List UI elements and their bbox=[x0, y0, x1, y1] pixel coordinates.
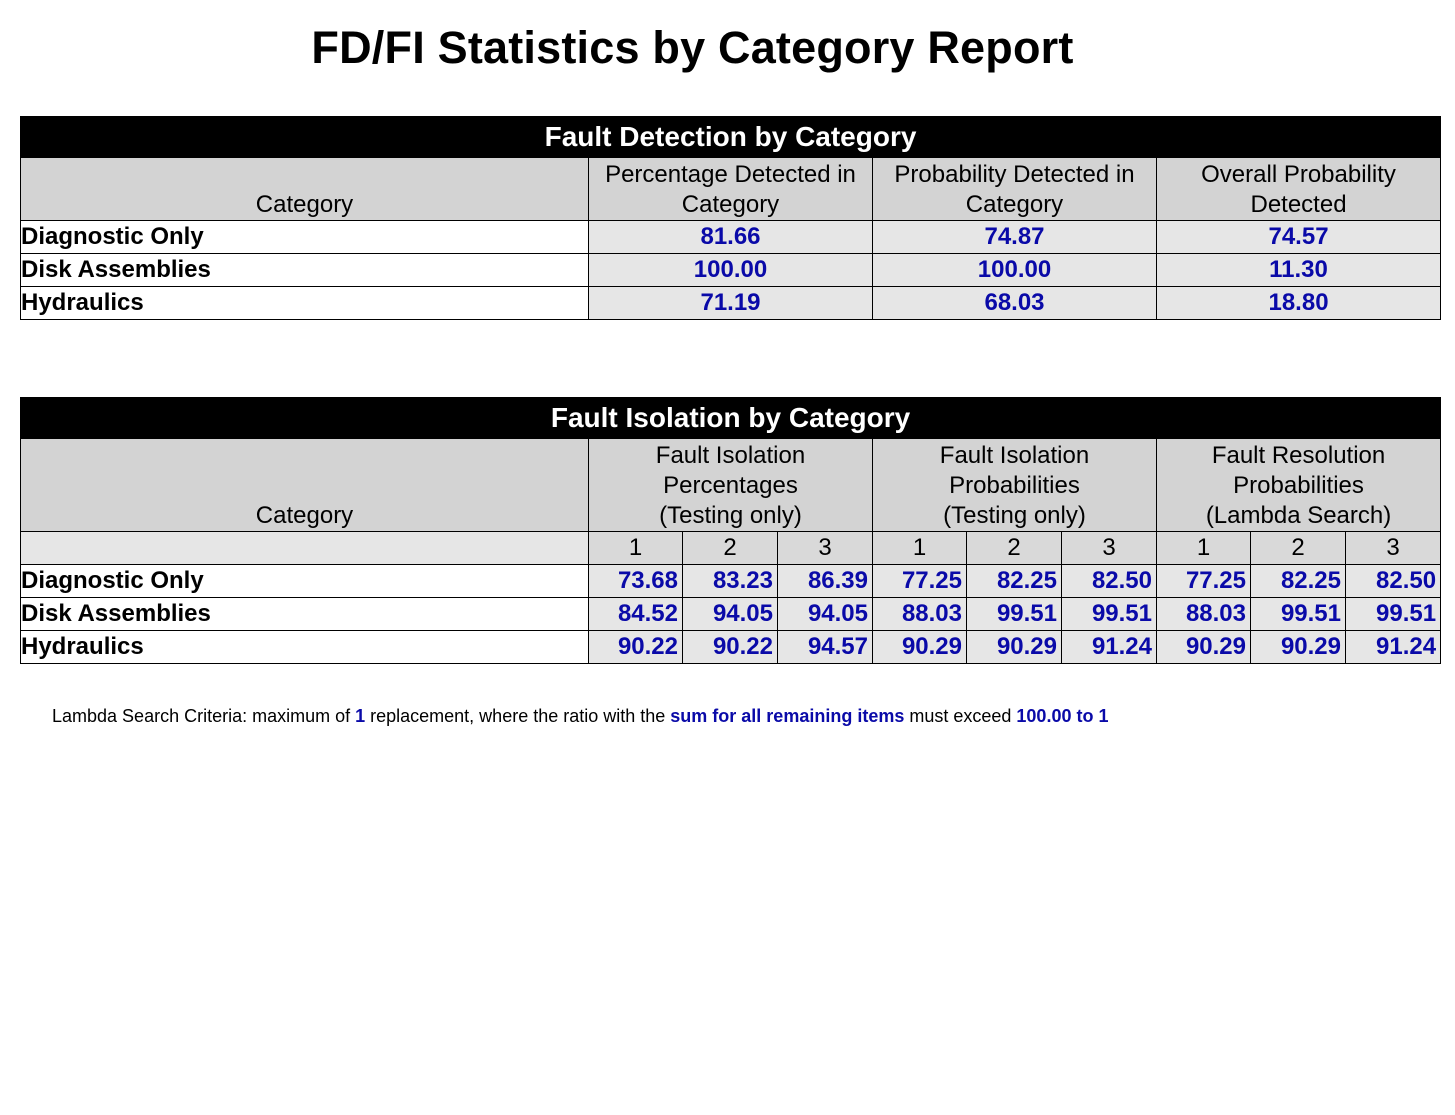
cell-value: 94.05 bbox=[683, 598, 778, 631]
cell-value: 73.68 bbox=[589, 565, 683, 598]
row-category: Diagnostic Only bbox=[21, 221, 589, 254]
lambda-search-criteria-note bbox=[52, 706, 1108, 727]
group-label-line: (Testing only) bbox=[943, 502, 1086, 529]
fault-detection-heading: Fault Detection by Category bbox=[21, 117, 1441, 158]
table-row bbox=[21, 254, 1441, 287]
subcolumn-header: 3 bbox=[1346, 532, 1441, 565]
group-label-line: Fault Resolution bbox=[1211, 442, 1386, 469]
group-label-line: Fault Isolation bbox=[939, 442, 1090, 469]
subcolumn-header: 1 bbox=[589, 532, 683, 565]
cell-value: 94.57 bbox=[778, 631, 873, 664]
cell-value: 74.87 bbox=[873, 221, 1157, 254]
cell-value: 100.00 bbox=[589, 254, 873, 287]
cell-value: 83.23 bbox=[683, 565, 778, 598]
table-row bbox=[21, 565, 1441, 598]
group-label-line: Probabilities bbox=[1233, 472, 1364, 499]
cell-value: 82.50 bbox=[1062, 565, 1157, 598]
row-category: Diagnostic Only bbox=[21, 565, 589, 598]
note-text: replacement, where the ratio with the bbox=[365, 706, 671, 726]
cell-value: 18.80 bbox=[1157, 287, 1441, 320]
subcolumn-header: 3 bbox=[778, 532, 873, 565]
cell-value: 86.39 bbox=[778, 565, 873, 598]
cell-value: 71.19 bbox=[589, 287, 873, 320]
group-label-line: Fault Isolation bbox=[655, 442, 806, 469]
subcolumn-header: 1 bbox=[873, 532, 967, 565]
group-label-line: Percentages bbox=[663, 472, 798, 499]
cell-value: 90.22 bbox=[589, 631, 683, 664]
fault-isolation-table bbox=[20, 397, 1441, 664]
group-label-line: Probabilities bbox=[949, 472, 1080, 499]
report-title: FD/FI Statistics by Category Report bbox=[311, 22, 1074, 73]
cell-value: 68.03 bbox=[873, 287, 1157, 320]
cell-value: 74.57 bbox=[1157, 221, 1441, 254]
note-text: Lambda Search Criteria: maximum of bbox=[52, 706, 356, 726]
cell-value: 94.05 bbox=[778, 598, 873, 631]
row-category: Disk Assemblies bbox=[21, 254, 589, 287]
cell-value: 90.29 bbox=[967, 631, 1062, 664]
cell-value: 99.51 bbox=[1346, 598, 1441, 631]
cell-value: 88.03 bbox=[1157, 598, 1251, 631]
subcolumn-header: 2 bbox=[967, 532, 1062, 565]
cell-value: 88.03 bbox=[873, 598, 967, 631]
table-row bbox=[21, 221, 1441, 254]
row-category: Hydraulics bbox=[21, 287, 589, 320]
table-row bbox=[21, 287, 1441, 320]
cell-value: 77.25 bbox=[1157, 565, 1251, 598]
row-category: Hydraulics bbox=[21, 631, 589, 664]
cell-value: 90.22 bbox=[683, 631, 778, 664]
cell-value: 90.29 bbox=[1251, 631, 1346, 664]
cell-value: 90.29 bbox=[1157, 631, 1251, 664]
cell-value: 82.25 bbox=[1251, 565, 1346, 598]
table-row bbox=[21, 598, 1441, 631]
ratio-basis-value: sum for all remaining items bbox=[670, 706, 905, 726]
cell-value: 84.52 bbox=[589, 598, 683, 631]
column-header-probability-detected: Probability Detected in Category bbox=[873, 158, 1157, 221]
note-text: must exceed bbox=[904, 706, 1017, 726]
row-category: Disk Assemblies bbox=[21, 598, 589, 631]
cell-value: 99.51 bbox=[1062, 598, 1157, 631]
group-label-line: (Lambda Search) bbox=[1205, 502, 1392, 529]
cell-value: 82.50 bbox=[1346, 565, 1441, 598]
cell-value: 91.24 bbox=[1346, 631, 1441, 664]
cell-value: 91.24 bbox=[1062, 631, 1157, 664]
ratio-threshold-value: 100.00 to 1 bbox=[1016, 706, 1109, 726]
cell-value: 81.66 bbox=[589, 221, 873, 254]
cell-value: 90.29 bbox=[873, 631, 967, 664]
cell-value: 100.00 bbox=[873, 254, 1157, 287]
column-group-isolation-probabilities bbox=[873, 439, 1157, 532]
fault-detection-table bbox=[20, 116, 1441, 320]
column-group-isolation-percentages bbox=[589, 439, 873, 532]
cell-value: 99.51 bbox=[967, 598, 1062, 631]
table-row bbox=[21, 631, 1441, 664]
column-header-category: Category bbox=[21, 439, 589, 532]
column-group-resolution-probabilities bbox=[1157, 439, 1441, 532]
subcolumn-header: 2 bbox=[1251, 532, 1346, 565]
column-header-category: Category bbox=[21, 158, 589, 221]
cell-value: 82.25 bbox=[967, 565, 1062, 598]
fault-isolation-heading: Fault Isolation by Category bbox=[21, 398, 1441, 439]
subheader-blank bbox=[21, 532, 589, 565]
subcolumn-header: 2 bbox=[683, 532, 778, 565]
column-header-percentage-detected: Percentage Detected in Category bbox=[589, 158, 873, 221]
subcolumn-header: 1 bbox=[1157, 532, 1251, 565]
cell-value: 11.30 bbox=[1157, 254, 1441, 287]
group-label-line: (Testing only) bbox=[659, 502, 802, 529]
column-header-overall-probability: Overall Probability Detected bbox=[1157, 158, 1441, 221]
subcolumn-header: 3 bbox=[1062, 532, 1157, 565]
max-replacements-value: 1 bbox=[355, 706, 366, 726]
cell-value: 77.25 bbox=[873, 565, 967, 598]
cell-value: 99.51 bbox=[1251, 598, 1346, 631]
